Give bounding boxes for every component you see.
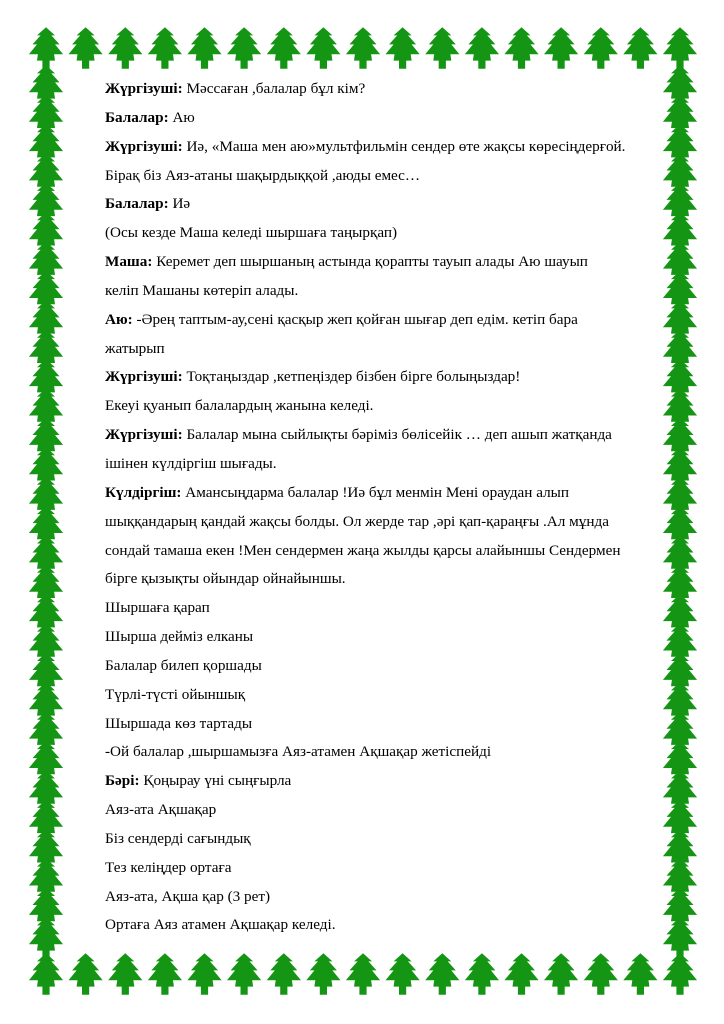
script-line <box>105 796 695 825</box>
christmas-tree-icon <box>663 953 697 994</box>
line-text: Бірақ біз Аяз-атаны шақырдыққой ,аюды емес… <box>105 166 421 184</box>
script-line <box>105 277 695 306</box>
speaker-name: Жүргізуші: <box>105 368 183 386</box>
christmas-tree-icon <box>29 330 63 371</box>
script-line <box>105 710 695 739</box>
script-line <box>105 421 695 450</box>
christmas-tree-icon <box>29 418 63 459</box>
christmas-tree-icon <box>306 953 340 994</box>
line-text: шыққандарың қандай жақсы болды. Ол жерде тар ,әрі қап-қараңғы .Ал мұнда <box>105 512 609 530</box>
script-line <box>105 479 695 508</box>
christmas-tree-icon <box>29 800 63 841</box>
script-line <box>105 219 695 248</box>
speaker-name: Бәрі: <box>105 772 140 790</box>
script-line <box>105 450 695 479</box>
christmas-tree-icon <box>29 95 63 136</box>
christmas-tree-icon <box>108 27 142 68</box>
script-line <box>105 162 695 191</box>
script-line <box>105 623 695 652</box>
christmas-tree-icon <box>29 888 63 929</box>
line-text: Шыршаға қарап <box>105 599 210 617</box>
script-line <box>105 825 695 854</box>
christmas-tree-icon <box>306 27 340 68</box>
speaker-name: Жүргізуші: <box>105 137 183 155</box>
line-text: Аяз-ата Ақшақар <box>105 801 217 819</box>
christmas-tree-icon <box>29 447 63 488</box>
christmas-tree-icon <box>584 27 618 68</box>
christmas-tree-icon <box>346 953 380 994</box>
christmas-tree-icon <box>29 594 63 635</box>
christmas-tree-icon <box>29 124 63 165</box>
christmas-tree-icon <box>29 242 63 283</box>
line-text: Мәссаған ,балалар бұл кім? <box>182 80 366 97</box>
christmas-tree-icon <box>29 770 63 811</box>
line-text: сондай тамаша екен !Мен сендермен жаңа жылды қарсы алайыншы Сендермен <box>105 541 621 559</box>
line-text: Балалар мына сыйлықты бәріміз бөлісейік … деп ашып жатқанда <box>182 426 612 444</box>
christmas-tree-icon <box>29 953 63 994</box>
christmas-tree-icon <box>29 859 63 900</box>
christmas-tree-icon <box>29 741 63 782</box>
line-text: Ортаға Аяз атамен Ақшақар келеді. <box>105 916 336 934</box>
christmas-tree-icon <box>29 917 63 958</box>
script-text <box>105 75 695 940</box>
line-text: Иә, «Маша мен аю»мультфильмін сендер өте жақсы көресіңдерғой. <box>182 137 626 155</box>
script-line <box>105 911 695 940</box>
christmas-tree-icon <box>584 953 618 994</box>
line-text: Иә <box>168 195 191 213</box>
christmas-tree-icon <box>623 953 657 994</box>
line-text: Аяз-ата, Ақша қар (3 рет) <box>105 887 271 905</box>
christmas-tree-icon <box>29 271 63 312</box>
script-line <box>105 335 695 364</box>
christmas-tree-icon <box>504 953 538 994</box>
christmas-tree-icon <box>29 535 63 576</box>
christmas-tree-icon <box>29 65 63 106</box>
christmas-tree-icon <box>187 27 221 68</box>
line-text: Керемет деп шыршаның астында қорапты тауып алады Аю шауып <box>152 253 588 271</box>
line-text: жатырып <box>105 339 165 357</box>
christmas-tree-icon <box>29 183 63 224</box>
christmas-tree-icon <box>227 27 261 68</box>
script-line <box>105 652 695 681</box>
speaker-name: Маша: <box>105 253 153 271</box>
christmas-tree-icon <box>29 359 63 400</box>
line-text: Тоқтаңыздар ,кетпеңіздер бізбен бірге болыңыздар! <box>182 368 521 386</box>
christmas-tree-icon <box>69 953 103 994</box>
script-line <box>105 508 695 537</box>
line-text: Балалар билеп қоршады <box>105 656 262 674</box>
script-line <box>105 594 695 623</box>
christmas-tree-icon <box>465 953 499 994</box>
script-line <box>105 75 695 104</box>
christmas-tree-icon <box>544 953 578 994</box>
speaker-name: Күлдіргіш: <box>105 483 182 501</box>
speaker-name: Балалар: <box>105 108 169 126</box>
christmas-tree-icon <box>29 153 63 194</box>
christmas-tree-icon <box>148 953 182 994</box>
christmas-tree-icon <box>465 27 499 68</box>
christmas-tree-icon <box>29 477 63 518</box>
speaker-name: Балалар: <box>105 195 169 213</box>
script-line <box>105 854 695 883</box>
christmas-tree-icon <box>346 27 380 68</box>
script-line <box>105 565 695 594</box>
script-line <box>105 190 695 219</box>
christmas-tree-icon <box>267 27 301 68</box>
line-text: келіп Машаны көтеріп алады. <box>105 281 299 299</box>
christmas-tree-icon <box>29 565 63 606</box>
line-text: Амансыңдарма балалар !Иә бұл менмін Мені ораудан алып <box>181 483 569 501</box>
script-line <box>105 738 695 767</box>
christmas-tree-icon <box>425 953 459 994</box>
christmas-tree-icon <box>29 712 63 753</box>
christmas-tree-icon <box>267 953 301 994</box>
line-text: -Әрең таптым-ау,сені қасқыр жеп қойған шығар деп едім. кетіп бара <box>132 310 578 328</box>
christmas-tree-icon <box>504 27 538 68</box>
script-line <box>105 537 695 566</box>
script-line <box>105 306 695 335</box>
script-line <box>105 392 695 421</box>
christmas-tree-icon <box>623 27 657 68</box>
script-line <box>105 767 695 796</box>
christmas-tree-icon <box>29 653 63 694</box>
script-line <box>105 681 695 710</box>
script-line <box>105 883 695 912</box>
line-text: Қоңырау үні сыңғырла <box>139 772 292 790</box>
christmas-tree-icon <box>227 953 261 994</box>
christmas-tree-icon <box>29 27 63 68</box>
christmas-tree-icon <box>108 953 142 994</box>
christmas-tree-icon <box>29 624 63 665</box>
christmas-tree-icon <box>544 27 578 68</box>
christmas-tree-icon <box>187 953 221 994</box>
line-text: Шырша дейміз елканы <box>105 628 254 646</box>
line-text: Аю <box>168 108 195 126</box>
christmas-tree-icon <box>386 27 420 68</box>
speaker-name: Аю: <box>105 310 133 328</box>
christmas-tree-icon <box>29 506 63 547</box>
line-text: Біз сендерді сағындық <box>105 829 251 847</box>
christmas-tree-icon <box>29 829 63 870</box>
christmas-tree-icon <box>69 27 103 68</box>
line-text: -Ой балалар ,шыршамызға Аяз-атамен Ақшақар жетіспейді <box>105 743 492 761</box>
christmas-tree-icon <box>148 27 182 68</box>
line-text: Шыршада көз тартады <box>105 714 253 732</box>
line-text: Екеуі қуанып балалардың жанына келеді. <box>105 397 374 415</box>
line-text: (Осы кезде Маша келеді шыршаға таңырқап) <box>105 224 398 242</box>
line-text: Түрлі-түсті ойыншық <box>105 685 246 703</box>
speaker-name: Жүргізуші: <box>105 426 183 444</box>
script-line <box>105 104 695 133</box>
script-line <box>105 133 695 162</box>
script-line <box>105 363 695 392</box>
script-line <box>105 248 695 277</box>
line-text: ішінен күлдіргіш шығады. <box>105 454 277 472</box>
christmas-tree-icon <box>29 682 63 723</box>
christmas-tree-icon <box>29 389 63 430</box>
line-text: бірге қызықты ойындар ойнайыншы. <box>105 570 346 588</box>
line-text: Тез келіңдер ортаға <box>105 858 232 876</box>
christmas-tree-icon <box>425 27 459 68</box>
christmas-tree-icon <box>386 953 420 994</box>
christmas-tree-icon <box>29 300 63 341</box>
christmas-tree-icon <box>663 27 697 68</box>
christmas-tree-icon <box>29 212 63 253</box>
speaker-name: Жүргізуші: <box>105 80 183 97</box>
